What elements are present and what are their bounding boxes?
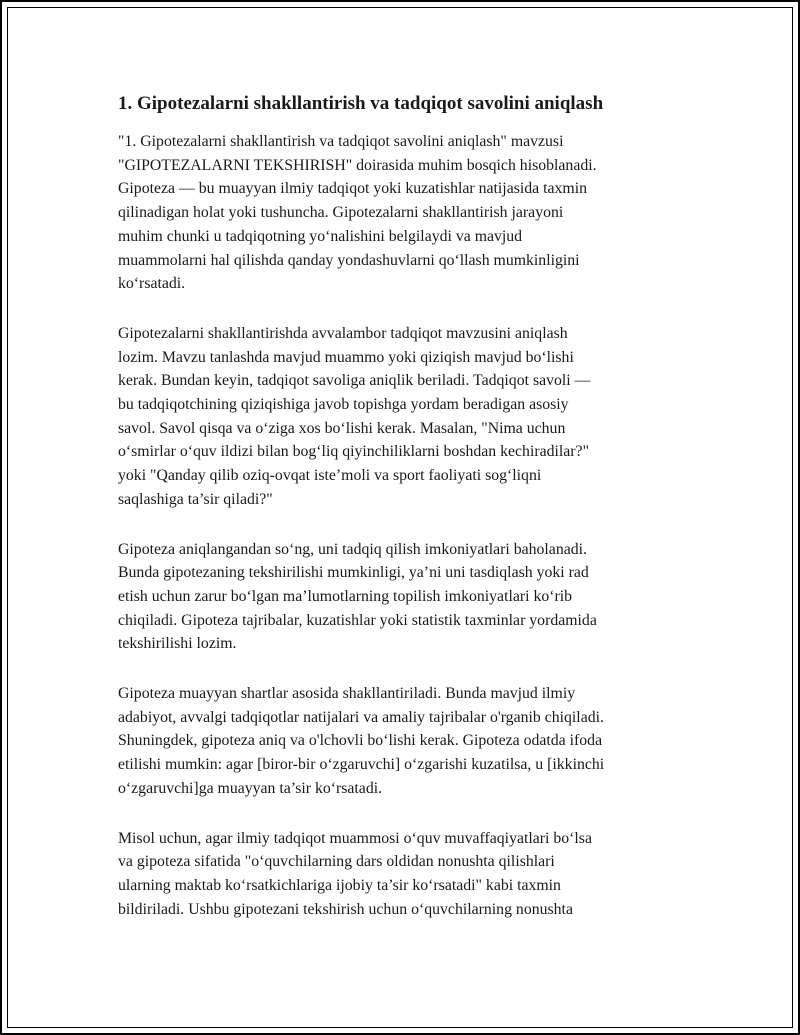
paragraph-line: ularning maktab ko‘rsatkichlariga ijobiy ta’sir ko‘rsatadi" kabi taxmin	[118, 876, 561, 894]
paragraph	[118, 322, 698, 512]
paragraph-line: bildiriladi. Ushbu gipotezani tekshirish uchun o‘quvchilarning nonushta	[118, 900, 573, 918]
paragraph-line: Bunda gipotezaning tekshirilishi mumkinligi, ya’ni uni tasdiqlash yoki rad	[118, 564, 589, 582]
paragraph-line: muhim chunki u tadqiqotning yo‘nalishini belgilaydi va mavjud	[118, 227, 523, 245]
paragraph-line: va gipoteza sifatida "o‘quvchilarning dars oldidan nonushta qilishlari	[118, 853, 555, 871]
paragraph-line: o‘smirlar o‘quv ildizi bilan bog‘liq qiyinchiliklarni boshdan kechiradilar?"	[118, 443, 590, 461]
paragraph-line: tekshirilishi lozim.	[118, 635, 237, 653]
paragraph	[118, 130, 698, 296]
paragraph-line: muammolarni hal qilishda qanday yondashuvlarni qo‘llash mumkinligini	[118, 251, 580, 269]
paragraph-list	[118, 130, 698, 921]
paragraph-line: saqlashiga ta’sir qiladi?"	[118, 490, 273, 508]
paragraph-line: kerak. Bundan keyin, tadqiqot savoliga aniqlik beriladi. Tadqiqot savoli —	[118, 372, 591, 390]
paragraph-line: adabiyot, avvalgi tadqiqotlar natijalari va amaliy tajribalar o'rganib chiqiladi.	[118, 708, 604, 726]
paragraph	[118, 827, 698, 922]
paragraph-line: Gipoteza aniqlangandan so‘ng, uni tadqiq qilish imkoniyatlari baholanadi.	[118, 540, 587, 558]
paragraph-line: "1. Gipotezalarni shakllantirish va tadqiqot savolini aniqlash" mavzusi	[118, 133, 564, 150]
paragraph-line: o‘zgaruvchi]ga muayyan ta’sir ko‘rsatadi.	[118, 779, 383, 797]
paragraph-line: bu tadqiqotchining qiziqishiga javob topishga yordam beradigan asosiy	[118, 396, 569, 414]
paragraph-line: qilinadigan holat yoki tushuncha. Gipotezalarni shakllantirish jarayoni	[118, 204, 564, 222]
paragraph-line: "GIPOTEZALARNI TEKSHIRISH" doirasida muhim bosqich hisoblanadi.	[118, 156, 597, 174]
paragraph-line: ko‘rsatadi.	[118, 275, 186, 293]
paragraph-line: chiqiladi. Gipoteza tajribalar, kuzatishlar yoki statistik taxminlar yordamida	[118, 611, 597, 629]
paragraph	[118, 538, 698, 657]
paragraph-line: Shuningdek, gipoteza aniq va o'lchovli bo‘lishi kerak. Gipoteza odatda ifoda	[118, 732, 603, 750]
paragraph-line: yoki "Qanday qilib oziq-ovqat iste’moli va sport faoliyati sog‘liqni	[118, 467, 542, 485]
paragraph-line: Misol uchun, agar ilmiy tadqiqot muammosi o‘quv muvaffaqiyatlari bo‘lsa	[118, 829, 592, 847]
section-heading: 1. Gipotezalarni shakllantirish va tadqiqot savolini aniqlash	[118, 93, 604, 114]
paragraph-line: etish uchun zarur bo‘lgan ma’lumotlarning topilish imkoniyatlari ko‘rib	[118, 587, 573, 605]
paragraph-line: lozim. Mavzu tanlashda mavjud muammo yoki qiziqish mavjud bo‘lishi	[118, 348, 574, 366]
document-body	[118, 92, 698, 947]
paragraph-line: Gipoteza — bu muayyan ilmiy tadqiqot yoki kuzatishlar natijasida taxmin	[118, 180, 587, 198]
paragraph-line: etilishi mumkin: agar [biror-bir o‘zgaruvchi] o‘zgarishi kuzatilsa, u [ikkinchi	[118, 756, 605, 774]
paragraph	[118, 682, 698, 801]
paragraph-line: Gipoteza muayyan shartlar asosida shakllantiriladi. Bunda mavjud ilmiy	[118, 685, 576, 703]
paragraph-line: Gipotezalarni shakllantirishda avvalambor tadqiqot mavzusini aniqlash	[118, 324, 568, 342]
paragraph-line: savol. Savol qisqa va o‘ziga xos bo‘lishi kerak. Masalan, "Nima uchun	[118, 419, 566, 437]
